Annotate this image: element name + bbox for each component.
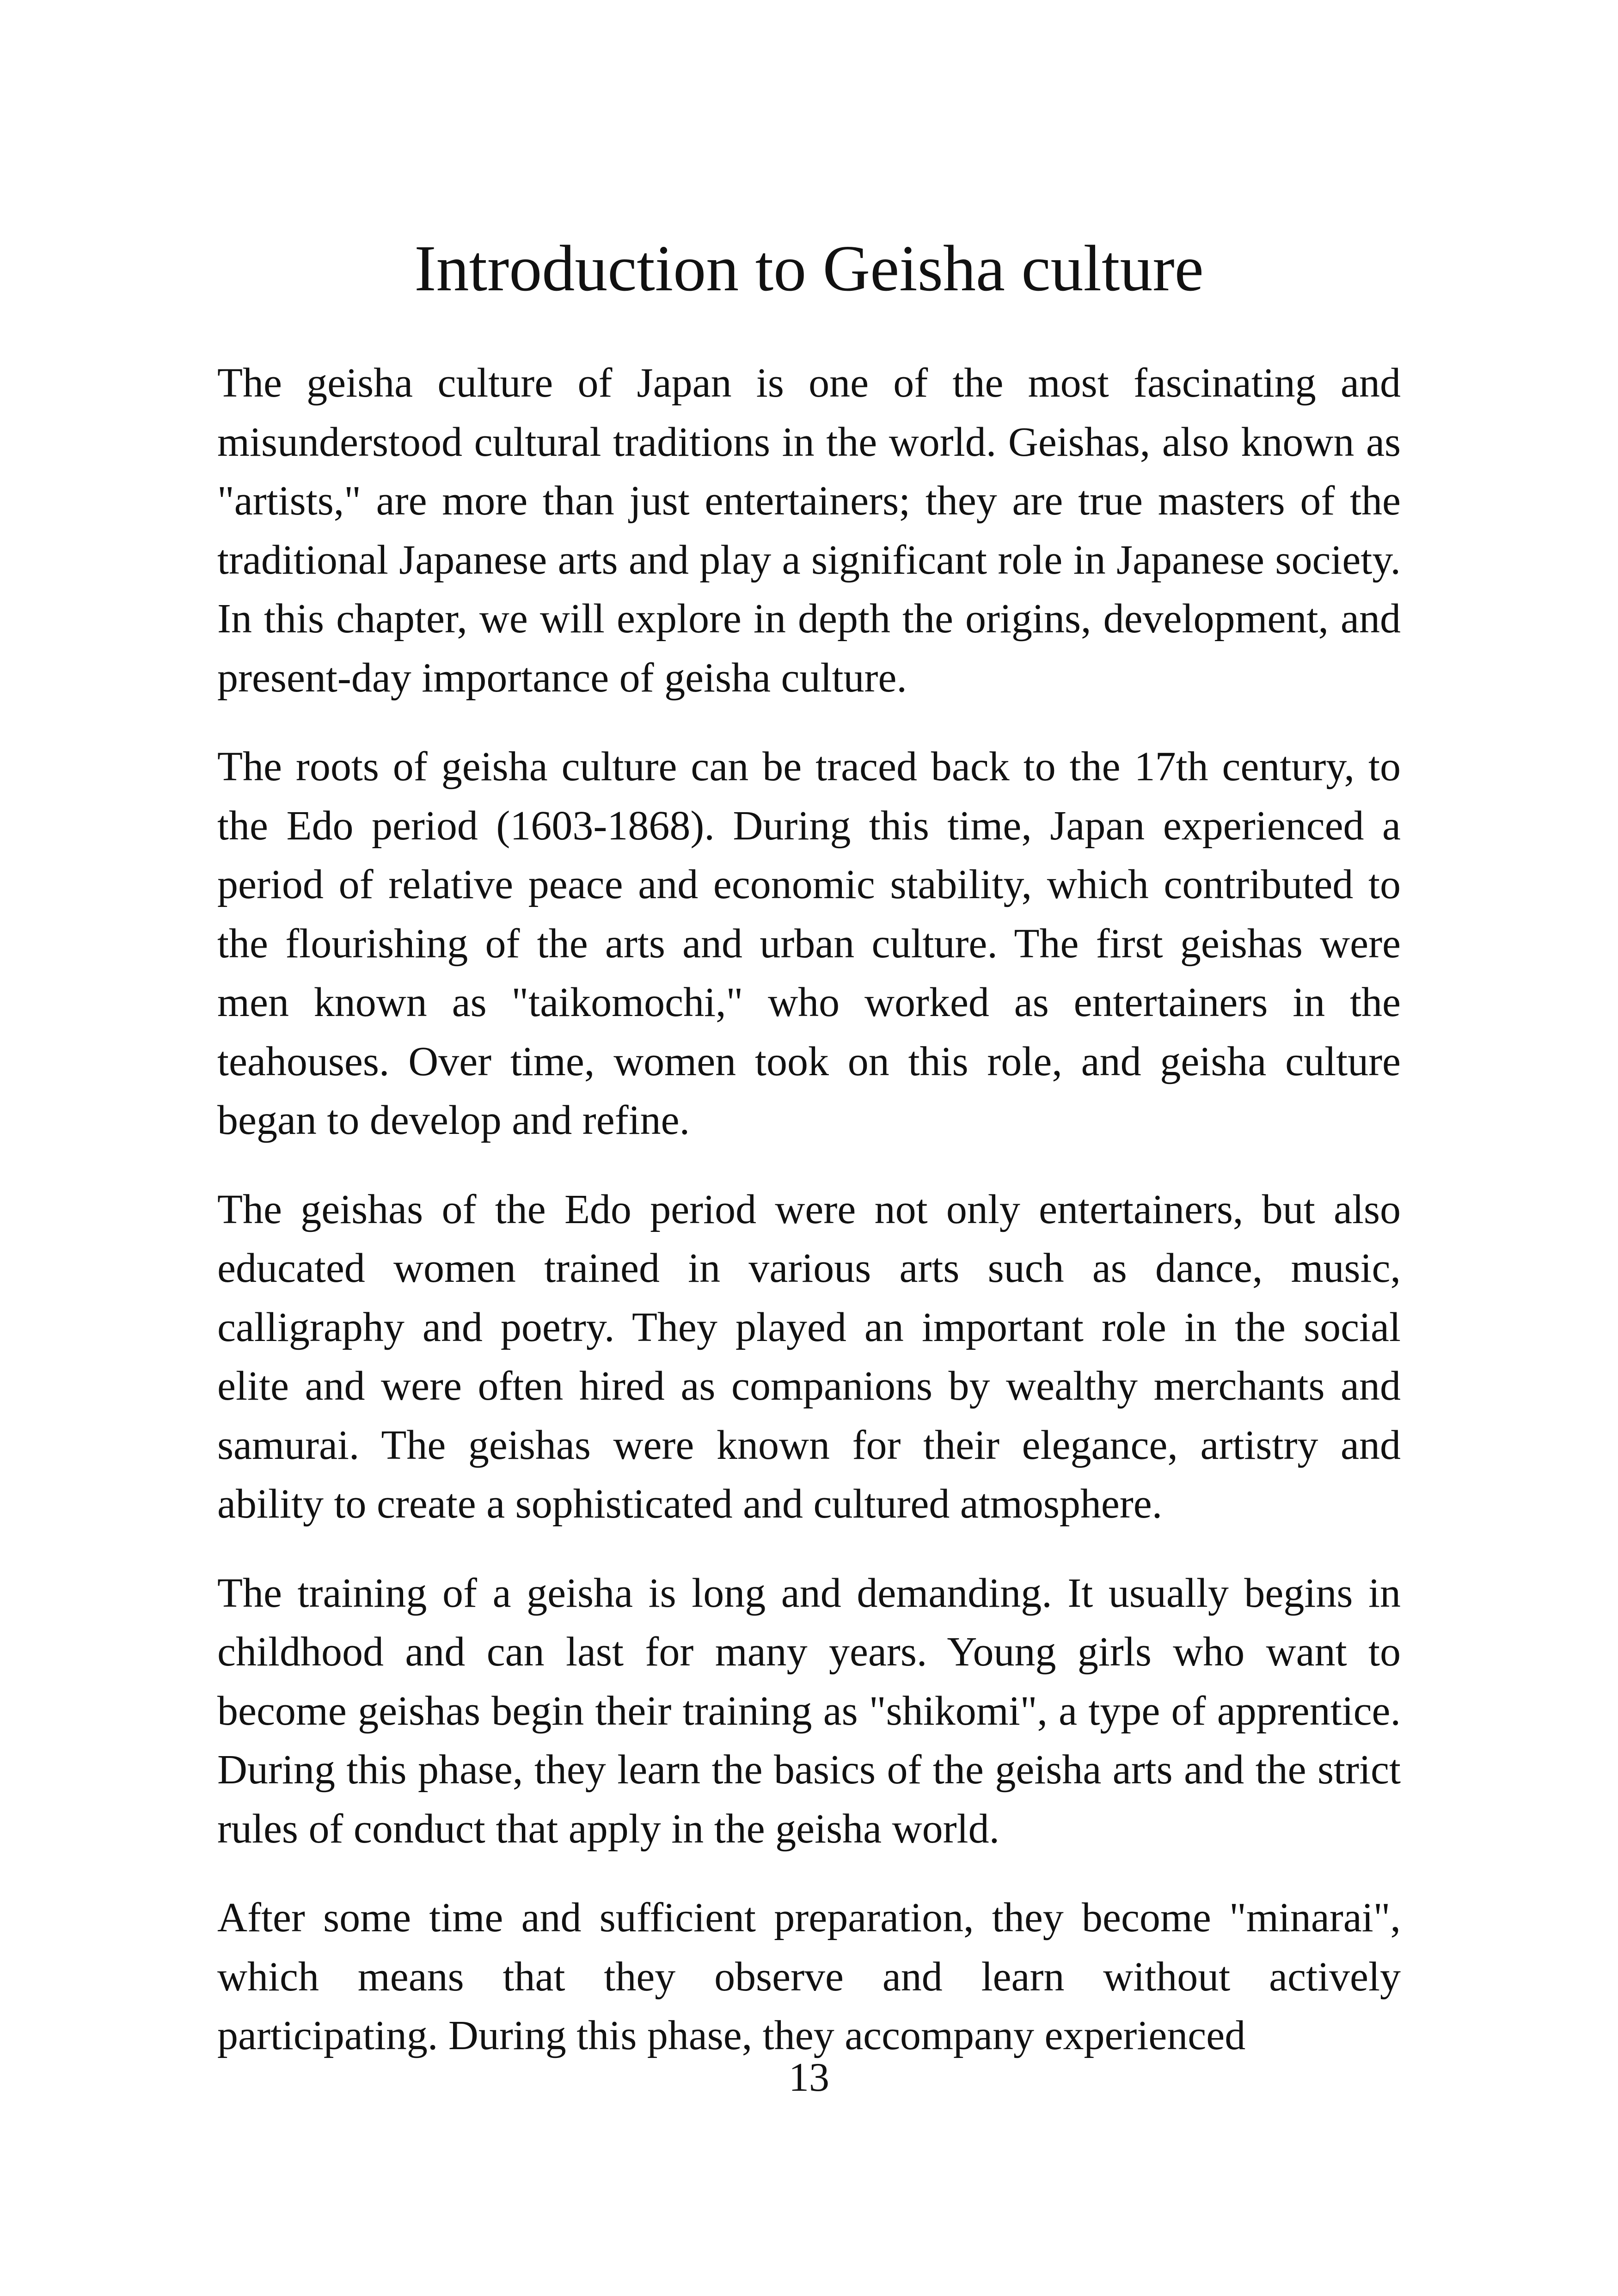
paragraph: The geishas of the Edo period were not only entertainers, but also educated women trained in various arts such as dance, music, calligraphy and poetry. They played an important role in the social elite and were often hired as companions by wealthy merchants and samurai. The geishas were known for their elegance, artistry and ability to create a sophisticated and cultured atmosphere. (217, 1186, 1401, 1527)
paragraph: After some time and sufficient preparation, they become "minarai", which means that they observe and learn without actively participating. During this phase, they accompany experienced (217, 1895, 1401, 2058)
page-number: 13 (789, 2055, 829, 2100)
paragraph: The geisha culture of Japan is one of the most fascinating and misunderstood cultural traditions in the world. Geishas, also known as "artists," are more than just entertainers; they are true masters of the traditional Japanese arts and play a significant role in Japanese society. In this chapter, we will explore in depth the origins, development, and present-day importance of geisha culture. (217, 360, 1401, 701)
chapter-title: Introduction to Geisha culture (414, 232, 1204, 305)
body-text (217, 354, 1401, 2065)
paragraph: The roots of geisha culture can be traced back to the 17th century, to the Edo period (1603-1868). During this time, Japan experienced a period of relative peace and economic stability, which contributed to the flourishing of the arts and urban culture. The first geishas were men known as "taikomochi," who worked as entertainers in the teahouses. Over time, women took on this role, and geisha culture began to develop and refine. (217, 744, 1401, 1143)
paragraph: The training of a geisha is long and demanding. It usually begins in childhood and can last for many years. Young girls who want to become geishas begin their training as "shikomi", a type of apprentice. During this phase, they learn the basics of the geisha arts and the strict rules of conduct that apply in the geisha world. (217, 1570, 1401, 1852)
